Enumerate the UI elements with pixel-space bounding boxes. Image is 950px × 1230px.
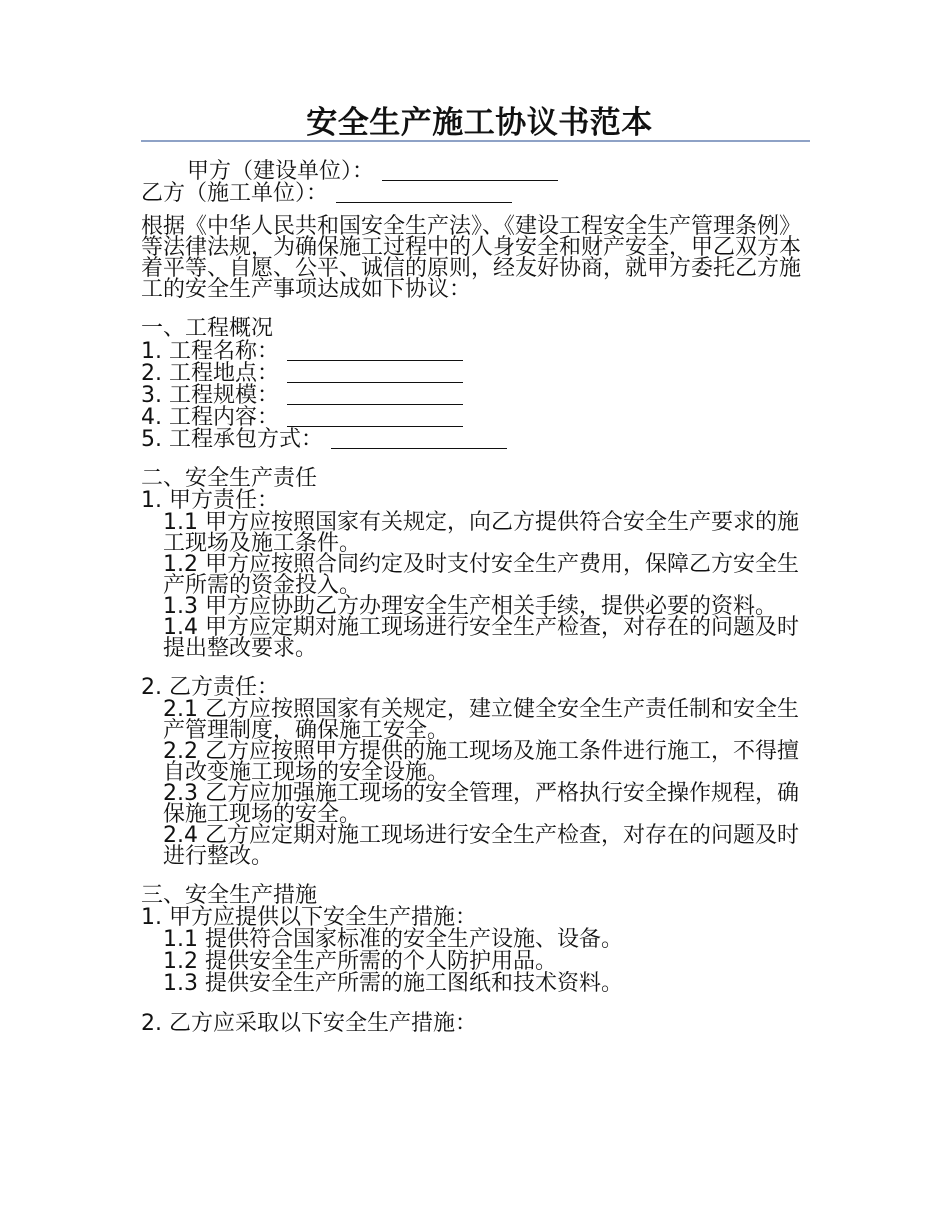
project-item-blank <box>331 428 507 449</box>
measure-item: 1.3 提供安全生产所需的施工图纸和技术资料。 <box>163 971 623 996</box>
clause-paragraph: 1.2 甲方应按照合同约定及时支付安全生产费用，保障乙方安全生产所需的资金投入。 <box>163 552 799 598</box>
project-item-label: 2. 工程地点： <box>141 361 279 386</box>
subsection-heading: 2. 乙方责任： <box>141 675 279 700</box>
party-a-line <box>141 160 810 182</box>
party-a-label: 甲方（建设单位）： <box>187 159 375 184</box>
party-a-blank <box>382 160 558 181</box>
project-item-label: 5. 工程承包方式： <box>141 427 323 452</box>
clause-paragraph: 1.1 甲方应按照国家有关规定，向乙方提供符合安全生产要求的施工现场及施工条件。 <box>163 510 799 556</box>
project-item-label: 4. 工程内容： <box>141 405 279 430</box>
clause-paragraph: 2.4 乙方应定期对施工现场进行安全生产检查，对存在的问题及时进行整改。 <box>163 823 799 869</box>
document-body <box>141 142 810 1035</box>
section-heading: 三、安全生产措施 <box>141 883 318 908</box>
document-page <box>141 104 810 1035</box>
section-heading: 一、工程概况 <box>141 316 274 341</box>
project-item <box>141 384 810 406</box>
project-item-label: 1. 工程名称： <box>141 339 279 364</box>
project-item-blank <box>287 340 463 361</box>
subsection-heading: 1. 甲方应提供以下安全生产措施： <box>141 905 477 930</box>
party-b-line <box>141 182 810 204</box>
measure-item: 1.2 提供安全生产所需的个人防护用品。 <box>163 949 557 974</box>
clause-paragraph: 2.1 乙方应按照国家有关规定，建立健全安全生产责任制和安全生产管理制度，确保施工安全。 <box>163 697 799 743</box>
project-item <box>141 340 810 362</box>
project-item <box>141 428 810 450</box>
section-heading: 二、安全生产责任 <box>141 466 318 491</box>
project-item-blank <box>287 384 463 405</box>
clause-paragraph: 1.3 甲方应协助乙方办理安全生产相关手续，提供必要的资料。 <box>163 594 777 619</box>
project-item-label: 3. 工程规模： <box>141 383 279 408</box>
party-b-blank <box>336 182 512 203</box>
subsection-heading: 2. 乙方应采取以下安全生产措施： <box>141 1011 477 1036</box>
document-title: 安全生产施工协议书范本 <box>306 105 653 141</box>
subsection-heading: 1. 甲方责任： <box>141 488 279 513</box>
party-b-label: 乙方（施工单位）： <box>141 181 329 206</box>
project-item <box>141 406 810 428</box>
measure-item: 1.1 提供符合国家标准的安全生产设施、设备。 <box>163 927 623 952</box>
clause-paragraph: 2.2 乙方应按照甲方提供的施工现场及施工条件进行施工，不得擅自改变施工现场的安全设施。 <box>163 739 799 785</box>
project-item <box>141 362 810 384</box>
clause-paragraph: 1.4 甲方应定期对施工现场进行安全生产检查，对存在的问题及时提出整改要求。 <box>163 615 799 661</box>
clause-paragraph: 2.3 乙方应加强施工现场的安全管理，严格执行安全操作规程，确保施工现场的安全。 <box>163 781 799 827</box>
project-item-blank <box>287 406 463 427</box>
project-item-blank <box>287 362 463 383</box>
preamble-paragraph: 根据《中华人民共和国安全生产法》、《建设工程安全生产管理条例》等法律法规，为确保施工过程中的人身安全和财产安全，甲乙双方本着平等、自愿、公平、诚信的原则，经友好协商，就甲方委托乙方施工的安全生产事项达成如下协议： <box>141 214 802 302</box>
